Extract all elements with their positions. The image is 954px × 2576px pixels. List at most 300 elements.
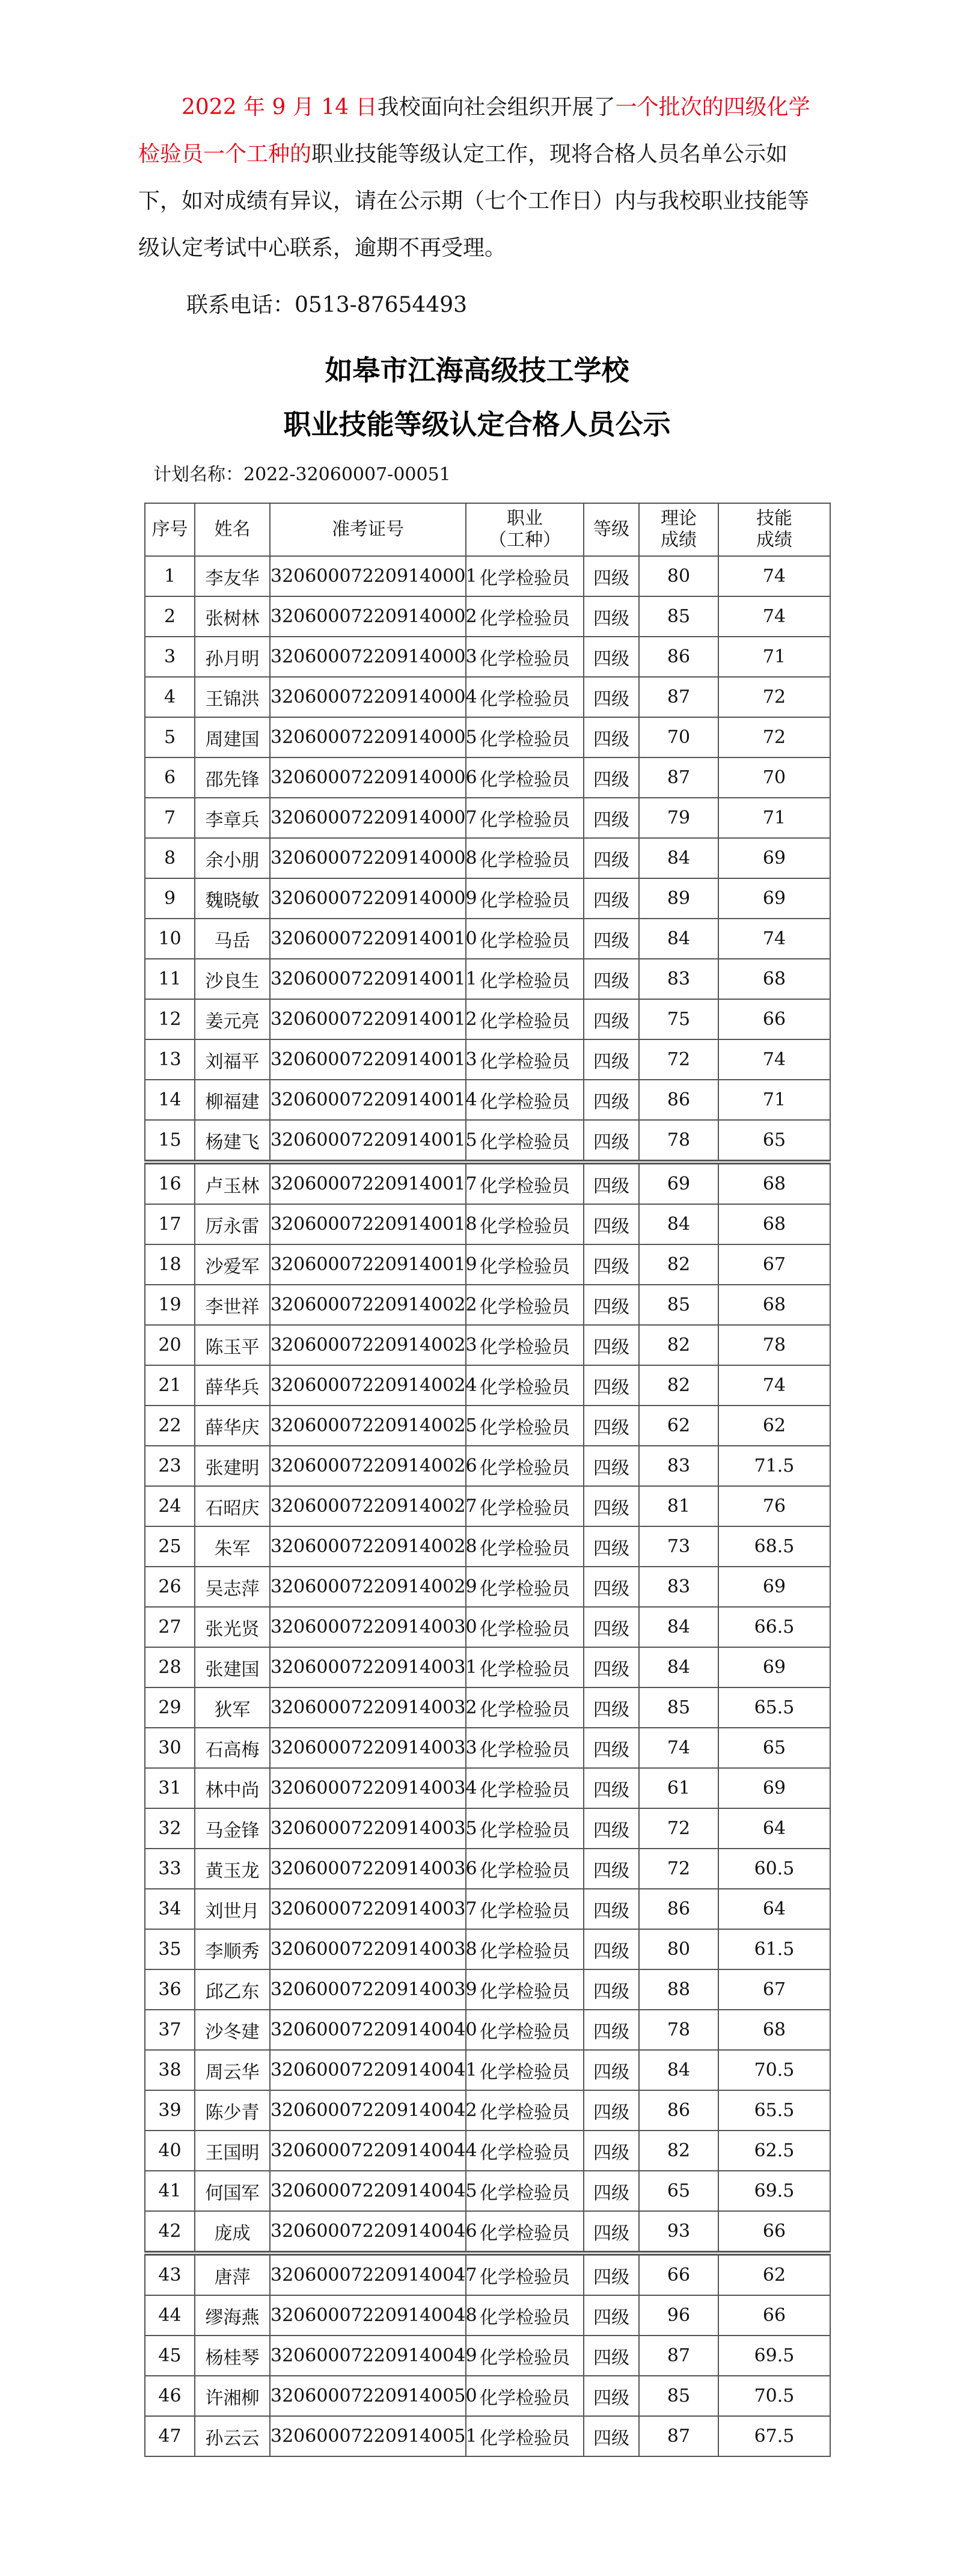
table-row — [145, 959, 830, 999]
cell-cert: 320600072209140029 — [270, 1567, 466, 1607]
cell-skill: 61.5 — [718, 1929, 830, 1969]
cell-job: 化学检验员 — [466, 959, 584, 999]
phone-label: 联系电话： — [186, 293, 295, 317]
cell-theory: 72 — [639, 1039, 718, 1080]
header-theory-line2: 成绩 — [661, 530, 697, 551]
cell-no: 43 — [145, 2253, 195, 2295]
header-level: 等级 — [584, 503, 639, 556]
cell-job: 化学检验员 — [466, 1808, 584, 1849]
cell-name: 沙良生 — [195, 959, 270, 999]
cell-name: 刘福平 — [195, 1039, 270, 1080]
cell-theory: 84 — [639, 1204, 718, 1244]
cell-theory: 83 — [639, 959, 718, 999]
cell-theory: 75 — [639, 999, 718, 1039]
cell-theory: 83 — [639, 1567, 718, 1607]
cell-no: 15 — [145, 1120, 195, 1162]
cell-name: 周建国 — [195, 717, 270, 757]
cell-no: 38 — [145, 2050, 195, 2090]
cell-skill: 65.5 — [718, 2090, 830, 2131]
cell-theory: 72 — [639, 1808, 718, 1849]
cell-job: 化学检验员 — [466, 999, 584, 1039]
cell-cert: 320600072209140022 — [270, 1285, 466, 1325]
header-cert: 准考证号 — [270, 503, 466, 556]
cell-no: 23 — [145, 1446, 195, 1486]
cell-job: 化学检验员 — [466, 1969, 584, 2010]
cell-skill: 66 — [718, 2211, 830, 2253]
table-row — [145, 2253, 830, 2295]
table-row — [145, 2171, 830, 2211]
cell-skill: 69 — [718, 1768, 830, 1808]
cell-job: 化学检验员 — [466, 1406, 584, 1446]
cell-level: 四级 — [584, 1647, 639, 1687]
cell-job: 化学检验员 — [466, 2090, 584, 2131]
cell-cert: 320600072209140008 — [270, 838, 466, 878]
table-body — [145, 556, 830, 2456]
cell-theory: 84 — [639, 1647, 718, 1687]
cell-name: 李章兵 — [195, 798, 270, 838]
cell-job: 化学检验员 — [466, 2416, 584, 2456]
cell-cert: 320600072209140012 — [270, 999, 466, 1039]
cell-level: 四级 — [584, 1365, 639, 1406]
cell-no: 27 — [145, 1607, 195, 1647]
cell-cert: 320600072209140025 — [270, 1406, 466, 1446]
cell-level: 四级 — [584, 717, 639, 757]
cell-name: 杨建飞 — [195, 1120, 270, 1162]
cell-name: 吴志萍 — [195, 1567, 270, 1607]
cell-no: 11 — [145, 959, 195, 999]
cell-theory: 84 — [639, 2050, 718, 2090]
cell-name: 卢玉林 — [195, 1162, 270, 1204]
cell-theory: 70 — [639, 717, 718, 757]
cell-level: 四级 — [584, 2131, 639, 2171]
table-row — [145, 1768, 830, 1808]
table-row — [145, 2050, 830, 2090]
plan-name — [153, 463, 451, 487]
cell-no: 1 — [145, 556, 195, 596]
table-row — [145, 2416, 830, 2456]
cell-job: 化学检验员 — [466, 838, 584, 878]
cell-job: 化学检验员 — [466, 2211, 584, 2253]
table-row — [145, 1607, 830, 1647]
table-row — [145, 999, 830, 1039]
cell-job: 化学检验员 — [466, 919, 584, 959]
cell-theory: 82 — [639, 2131, 718, 2171]
announcement-intro — [138, 84, 824, 272]
cell-job: 化学检验员 — [466, 1607, 584, 1647]
cell-theory: 80 — [639, 556, 718, 596]
cell-skill: 74 — [718, 596, 830, 637]
cell-skill: 68.5 — [718, 1526, 830, 1567]
cell-name: 刘世月 — [195, 1889, 270, 1929]
cell-level: 四级 — [584, 1808, 639, 1849]
cell-no: 14 — [145, 1080, 195, 1120]
cell-job: 化学检验员 — [466, 2171, 584, 2211]
cell-theory: 61 — [639, 1768, 718, 1808]
cell-cert: 320600072209140017 — [270, 1162, 466, 1204]
cell-cert: 320600072209140032 — [270, 1687, 466, 1728]
cell-theory: 82 — [639, 1325, 718, 1365]
cell-cert: 320600072209140014 — [270, 1080, 466, 1120]
cell-skill: 68 — [718, 959, 830, 999]
cell-level: 四级 — [584, 1889, 639, 1929]
cell-skill: 70.5 — [718, 2376, 830, 2416]
cell-theory: 81 — [639, 1486, 718, 1526]
cell-theory: 82 — [639, 1365, 718, 1406]
cell-skill: 74 — [718, 1039, 830, 1080]
table-row — [145, 1526, 830, 1567]
cell-theory: 65 — [639, 2171, 718, 2211]
cell-level: 四级 — [584, 2336, 639, 2376]
cell-cert: 320600072209140003 — [270, 637, 466, 677]
cell-level: 四级 — [584, 677, 639, 717]
cell-job: 化学检验员 — [466, 1446, 584, 1486]
cell-level: 四级 — [584, 959, 639, 999]
cell-job: 化学检验员 — [466, 1285, 584, 1325]
intro-text-part2: 职业技能等级认定工作，现将合格人员名单公示如下，如对成绩有异议，请在公示期（七个工作日）内与我校职业技能等级认定考试中心联系，逾期不再受理。 — [138, 142, 810, 260]
cell-skill: 60.5 — [718, 1849, 830, 1889]
cell-theory: 66 — [639, 2253, 718, 2295]
cell-no: 8 — [145, 838, 195, 878]
cell-cert: 320600072209140030 — [270, 1607, 466, 1647]
cell-level: 四级 — [584, 1929, 639, 1969]
cell-no: 46 — [145, 2376, 195, 2416]
cell-cert: 320600072209140040 — [270, 2010, 466, 2050]
cell-job: 化学检验员 — [466, 1039, 584, 1080]
table-row — [145, 1162, 830, 1204]
table-row — [145, 1889, 830, 1929]
cell-theory: 86 — [639, 1889, 718, 1929]
cell-job: 化学检验员 — [466, 757, 584, 798]
cell-cert: 320600072209140034 — [270, 1768, 466, 1808]
cell-level: 四级 — [584, 1406, 639, 1446]
cell-skill: 68 — [718, 2010, 830, 2050]
cell-name: 何国军 — [195, 2171, 270, 2211]
cell-cert: 320600072209140041 — [270, 2050, 466, 2090]
cell-cert: 320600072209140039 — [270, 1969, 466, 2010]
header-job-line2: （工种） — [489, 530, 561, 551]
cell-skill: 78 — [718, 1325, 830, 1365]
cell-level: 四级 — [584, 1969, 639, 2010]
cell-no: 40 — [145, 2131, 195, 2171]
cell-no: 19 — [145, 1285, 195, 1325]
table-row — [145, 2376, 830, 2416]
cell-level: 四级 — [584, 1204, 639, 1244]
cell-theory: 69 — [639, 1162, 718, 1204]
cell-cert: 320600072209140023 — [270, 1325, 466, 1365]
cell-name: 李世祥 — [195, 1285, 270, 1325]
table-row — [145, 2090, 830, 2131]
cell-theory: 96 — [639, 2295, 718, 2336]
cell-level: 四级 — [584, 2253, 639, 2295]
cell-job: 化学检验员 — [466, 1325, 584, 1365]
cell-level: 四级 — [584, 919, 639, 959]
table-row — [145, 757, 830, 798]
cell-level: 四级 — [584, 1486, 639, 1526]
cell-no: 32 — [145, 1808, 195, 1849]
cell-cert: 320600072209140045 — [270, 2171, 466, 2211]
cell-name: 邱乙东 — [195, 1969, 270, 2010]
cell-skill: 76 — [718, 1486, 830, 1526]
cell-cert: 320600072209140036 — [270, 1849, 466, 1889]
cell-theory: 85 — [639, 2376, 718, 2416]
cell-job: 化学检验员 — [466, 1244, 584, 1285]
cell-theory: 85 — [639, 1687, 718, 1728]
cell-cert: 320600072209140038 — [270, 1929, 466, 1969]
cell-level: 四级 — [584, 2211, 639, 2253]
cell-theory: 86 — [639, 2090, 718, 2131]
cell-level: 四级 — [584, 556, 639, 596]
cell-no: 30 — [145, 1728, 195, 1768]
cell-name: 庞成 — [195, 2211, 270, 2253]
cell-no: 17 — [145, 1204, 195, 1244]
cell-level: 四级 — [584, 2295, 639, 2336]
table-row — [145, 596, 830, 637]
cell-cert: 320600072209140051 — [270, 2416, 466, 2456]
header-skill-line1: 技能 — [756, 508, 792, 529]
cell-cert: 320600072209140004 — [270, 677, 466, 717]
cell-cert: 320600072209140047 — [270, 2253, 466, 2295]
cell-cert: 320600072209140024 — [270, 1365, 466, 1406]
cell-name: 许湘柳 — [195, 2376, 270, 2416]
cell-name: 杨桂琴 — [195, 2336, 270, 2376]
cell-skill: 72 — [718, 677, 830, 717]
cell-theory: 82 — [639, 1244, 718, 1285]
cell-theory: 87 — [639, 757, 718, 798]
cell-level: 四级 — [584, 596, 639, 637]
cell-skill: 66.5 — [718, 1607, 830, 1647]
cell-theory: 89 — [639, 878, 718, 919]
cell-name: 张建明 — [195, 1446, 270, 1486]
cell-skill: 71 — [718, 637, 830, 677]
cell-level: 四级 — [584, 1607, 639, 1647]
cell-cert: 320600072209140049 — [270, 2336, 466, 2376]
cell-theory: 84 — [639, 838, 718, 878]
cell-level: 四级 — [584, 1849, 639, 1889]
cell-name: 李友华 — [195, 556, 270, 596]
cell-cert: 320600072209140028 — [270, 1526, 466, 1567]
cell-skill: 74 — [718, 1365, 830, 1406]
cell-name: 姜元亮 — [195, 999, 270, 1039]
cell-level: 四级 — [584, 2010, 639, 2050]
cell-name: 林中尚 — [195, 1768, 270, 1808]
cell-skill: 66 — [718, 999, 830, 1039]
cell-theory: 93 — [639, 2211, 718, 2253]
cell-name: 薛华兵 — [195, 1365, 270, 1406]
cell-level: 四级 — [584, 637, 639, 677]
cell-no: 25 — [145, 1526, 195, 1567]
cell-skill: 65 — [718, 1120, 830, 1162]
cell-name: 孙月明 — [195, 637, 270, 677]
cell-level: 四级 — [584, 2050, 639, 2090]
cell-theory: 87 — [639, 2416, 718, 2456]
cell-name: 邵先锋 — [195, 757, 270, 798]
cell-cert: 320600072209140011 — [270, 959, 466, 999]
cell-skill: 68 — [718, 1162, 830, 1204]
table-row — [145, 1120, 830, 1162]
cell-skill: 62.5 — [718, 2131, 830, 2171]
cell-skill: 70.5 — [718, 2050, 830, 2090]
cell-skill: 71 — [718, 1080, 830, 1120]
cell-no: 41 — [145, 2171, 195, 2211]
results-table — [144, 503, 831, 2457]
cell-name: 狄军 — [195, 1687, 270, 1728]
cell-skill: 64 — [718, 1808, 830, 1849]
cell-name: 李顺秀 — [195, 1929, 270, 1969]
cell-no: 20 — [145, 1325, 195, 1365]
cell-job: 化学检验员 — [466, 2295, 584, 2336]
cell-name: 张光贤 — [195, 1607, 270, 1647]
cell-level: 四级 — [584, 1728, 639, 1768]
cell-skill: 62 — [718, 2253, 830, 2295]
cell-cert: 320600072209140005 — [270, 717, 466, 757]
cell-level: 四级 — [584, 1567, 639, 1607]
cell-cert: 320600072209140027 — [270, 1486, 466, 1526]
cell-name: 唐萍 — [195, 2253, 270, 2295]
cell-cert: 320600072209140033 — [270, 1728, 466, 1768]
cell-theory: 86 — [639, 637, 718, 677]
table-row — [145, 1849, 830, 1889]
cell-name: 周云华 — [195, 2050, 270, 2090]
cell-theory: 78 — [639, 2010, 718, 2050]
cell-level: 四级 — [584, 1446, 639, 1486]
cell-level: 四级 — [584, 1162, 639, 1204]
cell-name: 柳福建 — [195, 1080, 270, 1120]
cell-theory: 85 — [639, 596, 718, 637]
cell-level: 四级 — [584, 1687, 639, 1728]
table-row — [145, 1039, 830, 1080]
table-row — [145, 838, 830, 878]
cell-skill: 69.5 — [718, 2336, 830, 2376]
cell-skill: 70 — [718, 757, 830, 798]
cell-cert: 320600072209140050 — [270, 2376, 466, 2416]
cell-no: 33 — [145, 1849, 195, 1889]
cell-cert: 320600072209140037 — [270, 1889, 466, 1929]
cell-job: 化学检验员 — [466, 878, 584, 919]
cell-name: 陈少青 — [195, 2090, 270, 2131]
cell-skill: 62 — [718, 1406, 830, 1446]
cell-no: 35 — [145, 1929, 195, 1969]
cell-level: 四级 — [584, 1768, 639, 1808]
table-row — [145, 2295, 830, 2336]
cell-no: 21 — [145, 1365, 195, 1406]
cell-skill: 74 — [718, 556, 830, 596]
cell-theory: 87 — [639, 677, 718, 717]
cell-job: 化学检验员 — [466, 1080, 584, 1120]
cell-theory: 73 — [639, 1526, 718, 1567]
cell-level: 四级 — [584, 2171, 639, 2211]
cell-job: 化学检验员 — [466, 1365, 584, 1406]
cell-level: 四级 — [584, 1285, 639, 1325]
cell-job: 化学检验员 — [466, 1486, 584, 1526]
cell-no: 31 — [145, 1768, 195, 1808]
header-theory-line1: 理论 — [661, 508, 697, 529]
table-row — [145, 1365, 830, 1406]
cell-skill: 67.5 — [718, 2416, 830, 2456]
cell-skill: 71.5 — [718, 1446, 830, 1486]
table-row — [145, 1244, 830, 1285]
cell-no: 24 — [145, 1486, 195, 1526]
cell-level: 四级 — [584, 757, 639, 798]
cell-no: 5 — [145, 717, 195, 757]
cell-name: 石高梅 — [195, 1728, 270, 1768]
cell-skill: 67 — [718, 1969, 830, 2010]
cell-level: 四级 — [584, 2090, 639, 2131]
cell-cert: 320600072209140048 — [270, 2295, 466, 2336]
cell-cert: 320600072209140019 — [270, 1244, 466, 1285]
plan-code: 2022-32060007-00051 — [243, 464, 451, 485]
cell-no: 10 — [145, 919, 195, 959]
table-row — [145, 1969, 830, 2010]
cell-cert: 320600072209140018 — [270, 1204, 466, 1244]
cell-name: 沙爱军 — [195, 1244, 270, 1285]
cell-skill: 69 — [718, 1567, 830, 1607]
cell-name: 余小朋 — [195, 838, 270, 878]
table-row — [145, 1285, 830, 1325]
cell-theory: 85 — [639, 1285, 718, 1325]
cell-level: 四级 — [584, 1080, 639, 1120]
cell-cert: 320600072209140031 — [270, 1647, 466, 1687]
intro-date: 2022 年 9 月 14 日 — [182, 95, 378, 120]
table-row — [145, 2010, 830, 2050]
cell-job: 化学检验员 — [466, 1687, 584, 1728]
table-row — [145, 798, 830, 838]
cell-name: 王锦洪 — [195, 677, 270, 717]
header-theory — [639, 503, 718, 556]
cell-job: 化学检验员 — [466, 556, 584, 596]
cell-theory: 74 — [639, 1728, 718, 1768]
cell-job: 化学检验员 — [466, 596, 584, 637]
table-row — [145, 717, 830, 757]
cell-level: 四级 — [584, 1325, 639, 1365]
cell-level: 四级 — [584, 2376, 639, 2416]
cell-no: 28 — [145, 1647, 195, 1687]
cell-no: 9 — [145, 878, 195, 919]
cell-level: 四级 — [584, 1244, 639, 1285]
cell-name: 张建国 — [195, 1647, 270, 1687]
cell-cert: 320600072209140002 — [270, 596, 466, 637]
cell-cert: 320600072209140009 — [270, 878, 466, 919]
cell-cert: 320600072209140042 — [270, 2090, 466, 2131]
cell-name: 魏晓敏 — [195, 878, 270, 919]
table-row — [145, 1325, 830, 1365]
notice-title: 职业技能等级认定合格人员公示 — [283, 408, 671, 441]
cell-job: 化学检验员 — [466, 637, 584, 677]
cell-theory: 80 — [639, 1929, 718, 1969]
cell-no: 12 — [145, 999, 195, 1039]
cell-job: 化学检验员 — [466, 717, 584, 757]
cell-job: 化学检验员 — [466, 1567, 584, 1607]
cell-cert: 320600072209140046 — [270, 2211, 466, 2253]
cell-job: 化学检验员 — [466, 1929, 584, 1969]
table-row — [145, 677, 830, 717]
table-row — [145, 1808, 830, 1849]
cell-level: 四级 — [584, 1526, 639, 1567]
header-skill — [718, 503, 830, 556]
cell-skill: 65.5 — [718, 1687, 830, 1728]
cell-job: 化学检验员 — [466, 1849, 584, 1889]
cell-no: 2 — [145, 596, 195, 637]
cell-skill: 68 — [718, 1204, 830, 1244]
intro-highlight: 一个批次的四级化学检验员一个工种的 — [138, 95, 810, 167]
cell-job: 化学检验员 — [466, 2050, 584, 2090]
cell-level: 四级 — [584, 838, 639, 878]
table-row — [145, 1728, 830, 1768]
cell-cert: 320600072209140044 — [270, 2131, 466, 2171]
cell-skill: 69 — [718, 1647, 830, 1687]
cell-job: 化学检验员 — [466, 677, 584, 717]
cell-no: 45 — [145, 2336, 195, 2376]
cell-skill: 69 — [718, 878, 830, 919]
